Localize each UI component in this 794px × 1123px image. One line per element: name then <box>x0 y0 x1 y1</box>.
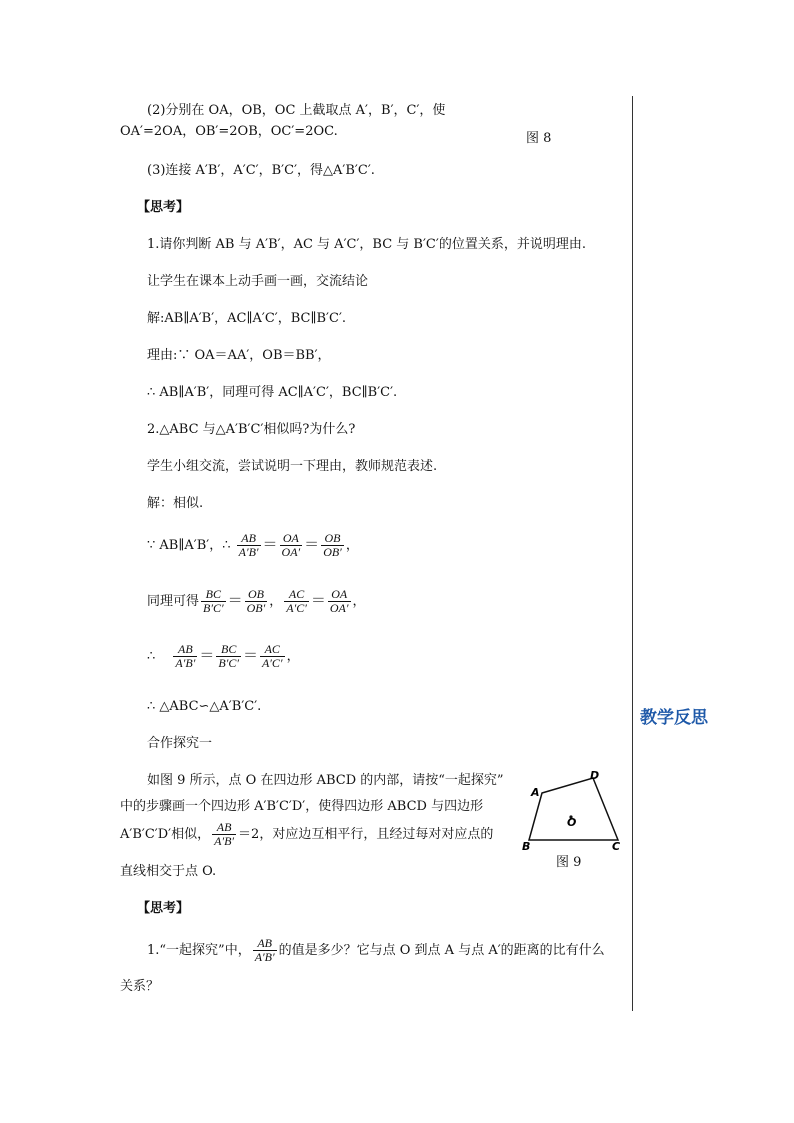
label-a: A <box>531 786 540 799</box>
fraction: $\frac{AB}{A'B'}$ <box>214 820 235 848</box>
sidebar-title: 教学反思 <box>640 708 708 728</box>
figure-9-caption: 图 9 <box>556 855 582 870</box>
fraction: $\frac{AB}{A'B'}$ <box>254 936 275 964</box>
question-2-activity: 学生小组交流，尝试说明一下理由，教师规范表述. <box>147 459 438 474</box>
label-o: O <box>567 816 577 829</box>
comma: ， <box>286 649 300 664</box>
comma: ， <box>269 594 283 609</box>
equals-sign: ＝ <box>227 593 243 609</box>
fraction: $\frac{BC}{B'C'}$ <box>203 587 224 615</box>
column-divider <box>632 96 633 1011</box>
coop-heading: 合作探究一 <box>147 736 213 751</box>
question-3-suffix: 的值是多少？它与点 O 到点 A 与点 A′的距离的比有什么 <box>278 943 605 958</box>
fraction: $\frac{AB}{A'B'}$ <box>238 531 259 559</box>
quadrilateral-abcd <box>529 778 618 840</box>
equals-sign: ＝ <box>199 648 215 664</box>
fraction: $\frac{OB}{OB'}$ <box>323 531 342 559</box>
coop-line-3 <box>120 821 493 848</box>
step-3: (3)连接 A′B′，A′C′，B′C′，得△A′B′C′. <box>147 163 375 178</box>
question-1: 1.请你判断 AB 与 A′B′，AC 与 A′C′，BC 与 B′C′的位置关系，并说明理由. <box>147 237 586 252</box>
label-b: B <box>522 840 531 853</box>
conclusion: ∴ △ABC∽△A′B′C′. <box>147 699 262 714</box>
question-1-activity: 让学生在课本上动手画一画，交流结论 <box>147 274 369 289</box>
fraction: $\frac{AC}{A'C'}$ <box>286 587 307 615</box>
equation-1 <box>147 532 359 559</box>
coop-line-1: 如图 9 所示，点 O 在四边形 ABCD 的内部，请按“一起探究” <box>147 773 504 788</box>
figure-8-caption: 图 8 <box>526 131 552 146</box>
equation-1-prefix: ∵ AB∥A′B′，∴ <box>147 538 231 553</box>
question-3-line-2: 关系？ <box>120 979 160 994</box>
question-3-prefix: 1.“一起探究”中， <box>147 943 251 958</box>
equation-2-prefix: 同理可得 <box>147 594 200 609</box>
think-heading-1: 【思考】 <box>137 200 190 215</box>
fraction: $\frac{OB}{OB'}$ <box>246 587 266 615</box>
equals-sign: ＝ <box>242 648 258 664</box>
equation-3-prefix: ∴ <box>147 649 156 664</box>
equals-sign: ＝ <box>262 537 278 553</box>
fraction: $\frac{AC}{A'C'}$ <box>261 642 283 670</box>
coop-line-2: 中的步骤画一个四边形 A′B′C′D′，使得四边形 ABCD 与四边形 <box>120 799 484 814</box>
coop-line-3-prefix: A′B′C′D′相似， <box>120 827 211 842</box>
step-2-line-1: (2)分别在 OA，OB，OC 上截取点 A′，B′，C′，使 <box>147 103 446 118</box>
coop-line-3-suffix: ＝2，对应边互相平行，且经过每对对应点的 <box>238 827 494 842</box>
question-1-therefore: ∴ AB∥A′B′，同理可得 AC∥A′C′，BC∥B′C′. <box>147 385 398 400</box>
think-heading-2: 【思考】 <box>137 901 190 916</box>
comma: ， <box>345 538 359 553</box>
equals-sign: ＝ <box>304 537 320 553</box>
fraction: $\frac{OA}{OA'}$ <box>329 587 349 615</box>
question-1-answer: 解:AB∥A′B′，AC∥A′C′，BC∥B′C′. <box>147 311 347 326</box>
question-2-answer: 解：相似. <box>147 496 204 511</box>
equation-2 <box>147 588 366 615</box>
equation-3 <box>147 643 300 670</box>
label-d: D <box>590 769 600 782</box>
fraction: $\frac{BC}{B'C'}$ <box>218 642 239 670</box>
fraction: $\frac{OA}{OA'}$ <box>281 531 301 559</box>
coop-line-4: 直线相交于点 O. <box>120 864 217 879</box>
question-1-reason: 理由:∵ OA＝AA′，OB＝BB′， <box>147 348 331 363</box>
label-c: C <box>612 840 621 853</box>
fraction: $\frac{AB}{A'B'}$ <box>175 642 196 670</box>
question-3-line-1 <box>147 937 605 964</box>
equals-sign: ＝ <box>310 593 326 609</box>
figure-9-quadrilateral <box>515 768 630 853</box>
question-2: 2.△ABC 与△A′B′C′相似吗?为什么? <box>147 422 356 437</box>
comma: ， <box>352 594 366 609</box>
step-2-line-2: OA′=2OA，OB′=2OB，OC′=2OC. <box>120 124 338 139</box>
